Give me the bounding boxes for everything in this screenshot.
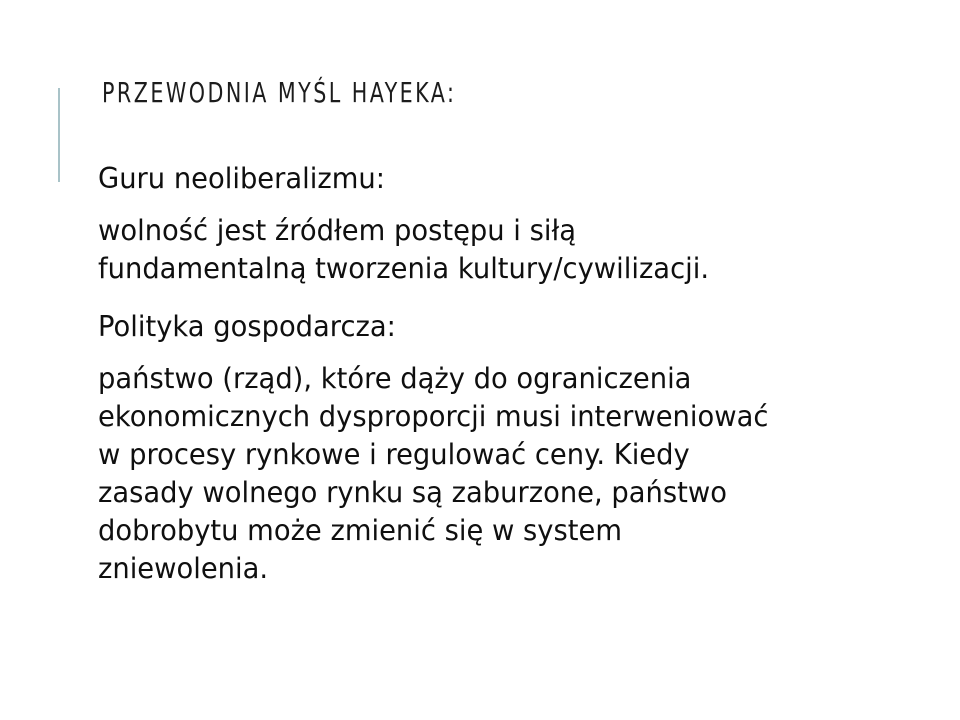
slide-title: PRZEWODNIA MYŚL HAYEKA: <box>102 76 457 109</box>
text-line: ekonomicznych dysproporcji musi interweniować <box>98 400 769 433</box>
section-heading-polityka: Polityka gospodarcza: <box>98 310 396 343</box>
text-line: w procesy rynkowe i regulować ceny. Kiedy <box>98 438 690 471</box>
title-accent-line <box>58 88 60 182</box>
section-body-polityka <box>98 360 924 588</box>
section-body-guru <box>98 212 924 288</box>
text-line: zasady wolnego rynku są zaburzone, państwo <box>98 476 727 509</box>
text-line: państwo (rząd), które dąży do ograniczenia <box>98 362 692 395</box>
text-line: zniewolenia. <box>98 552 269 585</box>
slide-content <box>98 160 928 588</box>
text-line: fundamentalną tworzenia kultury/cywilizacji. <box>98 252 710 285</box>
text-line: wolność jest źródłem postępu i siłą <box>98 214 577 247</box>
section-heading-guru: Guru neoliberalizmu: <box>98 162 385 195</box>
text-line: dobrobytu może zmienić się w system <box>98 514 622 547</box>
